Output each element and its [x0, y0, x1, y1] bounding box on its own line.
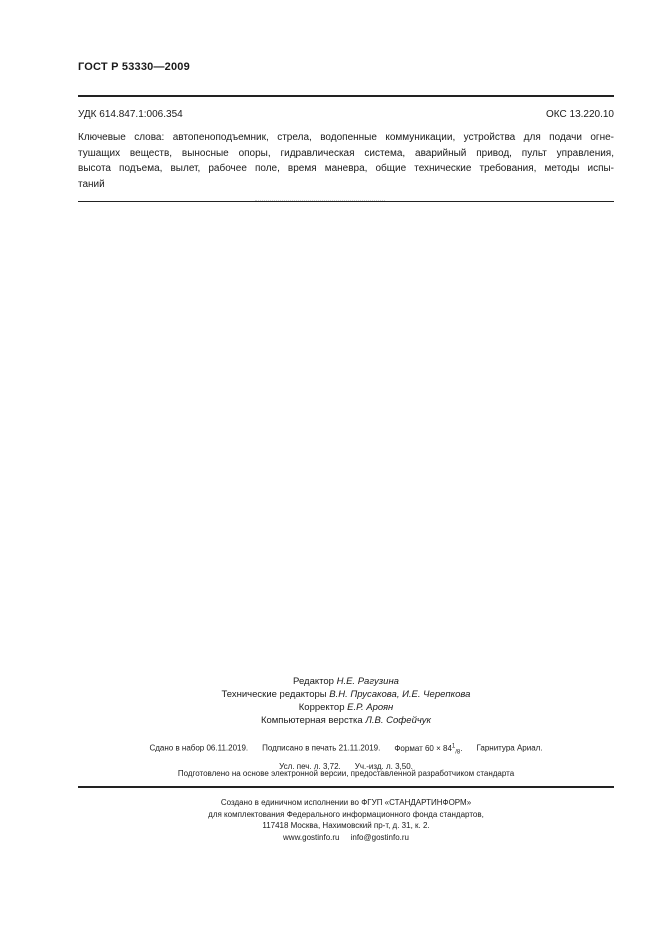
udk-code: УДК 614.847.1:006.354: [78, 109, 183, 120]
publisher-block: [78, 797, 614, 843]
keywords-line: тушащих веществ, выносные опоры, гидравлическая система, аварийный привод, пульт управления,: [78, 147, 614, 159]
print-info-line: [78, 739, 614, 760]
credits-block: [78, 675, 614, 727]
oks-code: ОКС 13.220.10: [546, 109, 614, 120]
footer-divider: [78, 786, 614, 788]
keywords-line: высота подъема, вылет, рабочее поле, время маневра, общие технические требования, методы испы-: [78, 163, 614, 175]
publisher-line: Создано в единичном исполнении во ФГУП «СТАНДАРТИНФОРМ»: [220, 798, 472, 807]
corrector-name: Е.Р. Ароян: [347, 702, 394, 713]
tech-editors-credit: [78, 688, 614, 701]
editor-label: Редактор: [293, 676, 337, 687]
typeface: Гарнитура Ариал.: [476, 743, 543, 753]
submitted-date: Сдано в набор 06.11.2019.: [149, 743, 249, 753]
editor-credit: [78, 675, 614, 688]
publisher-line: 117418 Москва, Нахимовский пр-т, д. 31, к. 2.: [262, 821, 430, 830]
paper-format: Формат $60 \times 84^1_{/8}$.: [394, 743, 463, 756]
header-divider: [78, 95, 614, 97]
publisher-contacts: www.gostinfo.ru info@gostinfo.ru: [283, 832, 409, 842]
corrector-label: Корректор: [298, 702, 348, 713]
layout-name: Л.В. Софейчук: [365, 715, 432, 726]
keywords-paragraph: [78, 130, 614, 192]
publisher-sheets: Уч.-изд. л. 3,50.: [354, 761, 413, 771]
publisher-line: для комплектования Федерального информационного фонда стандартов,: [208, 809, 484, 819]
signed-date: Подписано в печать 21.11.2019.: [262, 743, 381, 753]
document-id: ГОСТ Р 53330—2009: [78, 61, 190, 73]
corrector-credit: [78, 701, 614, 714]
keywords-line: Ключевые слова: автопеноподъемник, стрела, водопенные коммуникации, устройства для подачи огне-: [78, 132, 614, 143]
tech-editors-label: Технические редакторы: [221, 689, 330, 700]
layout-credit: [78, 714, 614, 727]
keywords-line: таний: [78, 178, 105, 190]
faint-bleed-through: [255, 200, 385, 202]
prepared-note: Подготовлено на основе электронной версии, предоставленной разработчиком стандарта: [177, 769, 515, 778]
editor-name: Н.Е. Рагузина: [336, 676, 399, 687]
tech-editors-names: В.Н. Прусакова, И.Е. Черепкова: [329, 689, 471, 700]
print-sheets: Усл. печ. л. 3,72.: [279, 761, 341, 771]
layout-label: Компьютерная верстка: [260, 715, 366, 726]
